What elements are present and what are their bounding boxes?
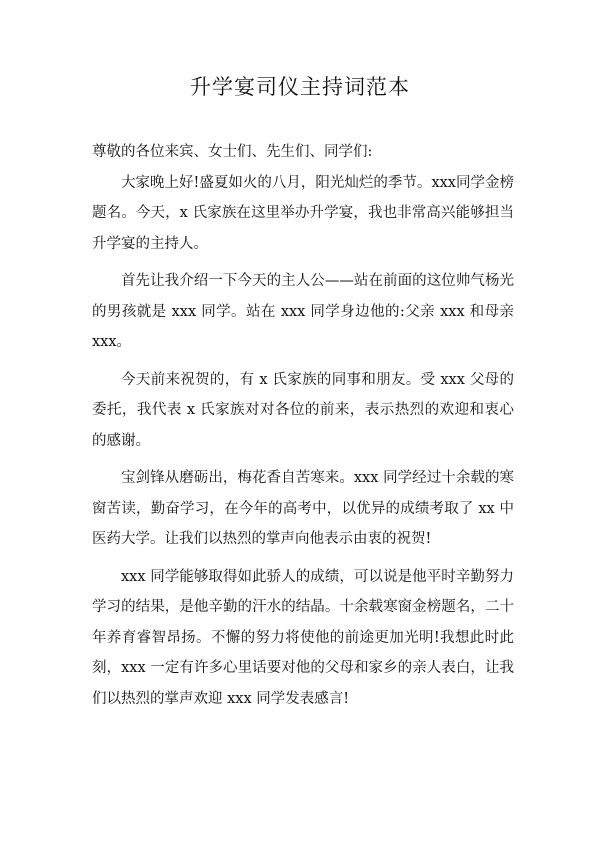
document-body bbox=[92, 137, 514, 721]
salutation: 尊敬的各位来宾、女士们、先生们、同学们: bbox=[92, 144, 373, 160]
paragraph-congratulations: 宝剑锋从磨砺出，梅花香自苦寒来。xxx 同学经过十余载的寒窗苦读，勤奋学习，在今年的高考中，以优异的成绩考取了 xx 中医药大学。让我们以热烈的掌声向他表示由衷的祝贺! bbox=[92, 470, 514, 547]
paragraph-greeting: 大家晚上好!盛夏如火的八月，阳光灿烂的季节。xxx同学金榜题名。今天，x 氏家族在这里举办升学宴，我也非常高兴能够担当升学宴的主持人。 bbox=[92, 174, 514, 252]
paragraph-introduction: 首先让我介绍一下今天的主人公——站在前面的这位帅气杨光的男孩就是 xxx 同学。站在 xxx 同学身边他的:父亲 xxx 和母亲 xxx。 bbox=[92, 273, 514, 350]
paragraph-thanks: 今天前来祝贺的，有 x 氏家族的同事和朋友。受 xxx 父母的委托，我代表 x 氏家族对对各位的前来，表示热烈的欢迎和衷心的感谢。 bbox=[92, 371, 514, 449]
paragraph-speech-invitation: xxx 同学能够取得如此骄人的成绩，可以说是他平时辛勤努力学习的结果，是他辛勤的汗水的结晶。十余载寒窗金榜题名，二十年养育睿智昂扬。不懈的努力将使他的前途更加光明!我想此时此刻，xxx 一定有许多心里话要对他的父母和家乡的亲人表白，让我们以热烈的掌声欢迎 xxx 同学发表感言! bbox=[92, 568, 514, 707]
document-title: 升学宴司仪主持词范本 bbox=[190, 75, 410, 99]
